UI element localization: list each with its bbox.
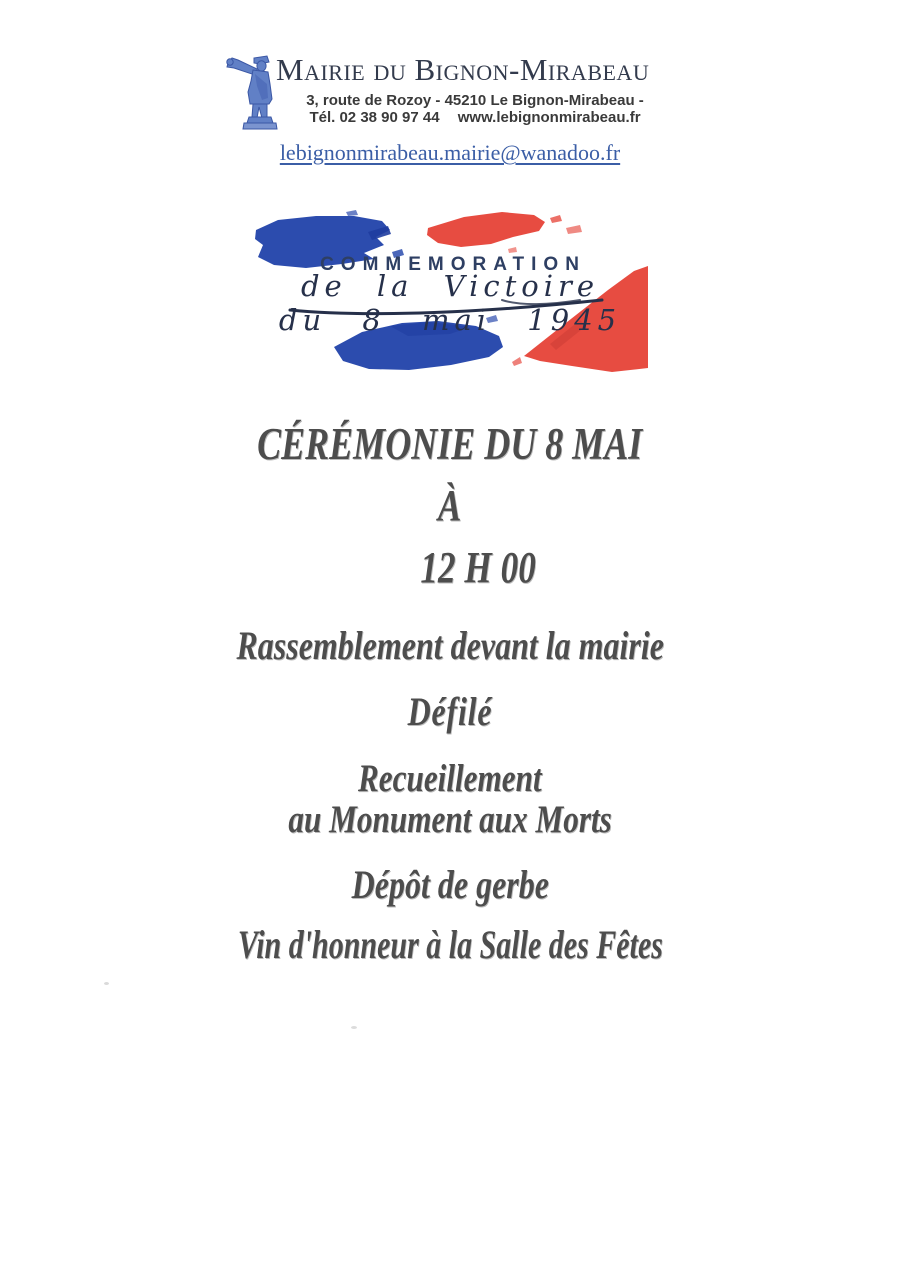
contact-line	[268, 110, 682, 127]
address-line: 3, route de Rozoy - 45210 Le Bignon-Mirabeau -	[306, 92, 644, 109]
email-row	[0, 140, 900, 166]
banner-title: COMMEMORATION	[320, 254, 586, 275]
town-hall-title: Mairie du Bignon-Mirabeau	[276, 52, 650, 87]
scan-speck	[351, 1026, 357, 1029]
banner-script-line1: de la Victoire	[300, 269, 600, 303]
ceremony-heading: CÉRÉMONIE DU 8 MAI	[257, 419, 643, 469]
scan-speck	[104, 982, 109, 985]
ceremony-time: 12 H 00	[420, 543, 536, 592]
schedule-item-monument: au Monument aux Morts	[288, 798, 612, 841]
banner-script-line2: du 8 mai 1945	[278, 303, 622, 337]
phone-number: Tél. 02 38 90 97 44	[309, 109, 440, 126]
schedule-item-rassemblement: Rassemblement devant la mairie	[236, 623, 664, 668]
schedule-item-recueillement: Recueillement	[358, 757, 542, 800]
schedule-item-defile: Défilé	[407, 689, 493, 734]
schedule-item-vin-honneur: Vin d'honneur à la Salle des Fêtes	[237, 922, 663, 967]
website-url: www.lebignonmirabeau.fr	[457, 109, 641, 126]
email-link[interactable]: lebignonmirabeau.mairie@wanadoo.fr	[279, 140, 621, 165]
ceremony-preposition: À	[438, 481, 462, 530]
schedule-item-depot-gerbe: Dépôt de gerbe	[351, 862, 549, 907]
commemoration-banner	[250, 204, 650, 376]
